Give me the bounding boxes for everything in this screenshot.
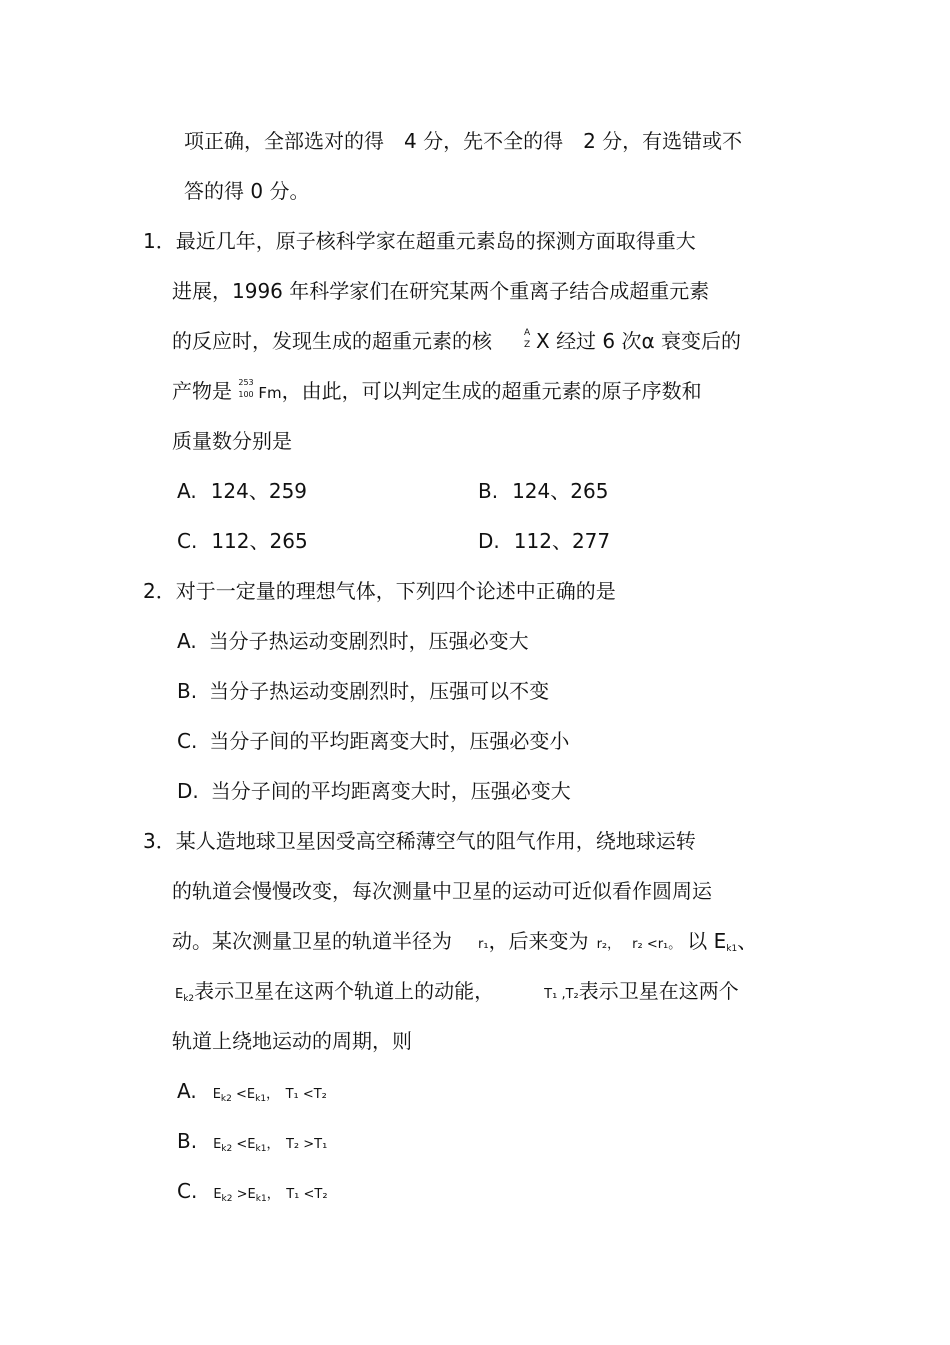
question-text: 某人造地球卫星因受高空稀薄空气的阻气作用，绕地球运转 (175, 829, 696, 853)
energy-relation: $E_{k2} >E_{k1}$， T₁ <T₂ (213, 1187, 328, 1204)
intro-line-2: 答的得 0 分。 (184, 179, 310, 203)
option-c (177, 728, 569, 754)
fermium-notation: 253 100 (238, 378, 254, 399)
question-1-line-3 (172, 328, 741, 354)
option-text: 当分子间的平均距离变大时，压强必变大 (210, 779, 571, 803)
nucleus-symbol: X (536, 329, 550, 353)
text: 产物是 (172, 379, 232, 403)
intro-line-1: 项正确，全部选对的得 4 分，先不全的得 2 分，有选错或不 (184, 129, 743, 153)
text: 表示卫星在这两个轨道上的动能， (194, 979, 495, 1003)
text: 表示卫星在这两个 (578, 979, 739, 1003)
option-a (177, 1078, 327, 1112)
option-label: B. (177, 679, 198, 703)
option-text: 当分子热运动变剧烈时，压强可以不变 (209, 679, 550, 703)
option-a (177, 628, 529, 654)
option-text: 112、265 (211, 529, 308, 553)
option-text: 112、277 (513, 529, 611, 553)
option-d (177, 778, 571, 804)
text: 动。某次测量卫星的轨道半径为 (172, 929, 452, 953)
text: ，由此，可以判定生成的超重元素的原子序数和 (281, 379, 702, 403)
fermium-symbol: Fm (258, 384, 282, 402)
option-label: A. (177, 629, 197, 653)
option-label: C. (177, 529, 198, 553)
question-1-line-5: 质量数分别是 (172, 429, 292, 453)
radius-relation: r₂ <r₁。 (632, 937, 682, 952)
option-text: 当分子热运动变剧烈时，压强必变大 (208, 629, 529, 653)
question-3 (143, 828, 696, 854)
question-2 (143, 578, 616, 604)
option-label: B. (177, 1129, 198, 1153)
question-text: 对于一定量的理想气体，下列四个论述中正确的是 (175, 579, 616, 603)
text: 、 (737, 929, 758, 953)
option-label: D. (177, 779, 199, 803)
energy-relation: $E_{k2} <E_{k1}$， T₁ <T₂ (212, 1087, 327, 1104)
question-1-line-2: 进展，1996 年科学家们在研究某两个重离子结合成超重元素 (172, 279, 710, 303)
question-1 (143, 228, 696, 254)
option-label: B. (478, 479, 499, 503)
option-label: A. (177, 1079, 197, 1103)
option-label: D. (478, 529, 500, 553)
question-3-line-4 (175, 978, 739, 1012)
question-number: 1． (143, 229, 176, 253)
text: 经过 6 次α 衰变后的 (556, 329, 742, 353)
option-label: C. (177, 729, 198, 753)
option-b (478, 478, 608, 504)
question-3-line-3 (172, 928, 757, 962)
option-text: 124、265 (512, 479, 609, 503)
nucleus-notation: A Z (524, 328, 531, 350)
question-3-line-2: 的轨道会慢慢改变，每次测量中卫星的运动可近似看作圆周运 (172, 879, 712, 903)
option-text: 当分子间的平均距离变大时，压强必变小 (209, 729, 570, 753)
ek2-symbol: E (175, 987, 184, 1002)
r2-symbol: r₂， (596, 937, 621, 952)
text: 以 E (687, 929, 727, 953)
question-number: 3． (143, 829, 176, 853)
option-d (478, 528, 610, 554)
subscript: k1 (726, 944, 738, 954)
option-label: C. (177, 1179, 198, 1203)
question-1-line-4 (172, 378, 702, 406)
question-text: 最近几年，原子核科学家在超重元素岛的探测方面取得重大 (175, 229, 696, 253)
option-b (177, 678, 549, 704)
text: 的反应时，发现生成的超重元素的核 (172, 329, 492, 353)
question-number: 2． (143, 579, 176, 603)
subscript: k2 (183, 994, 195, 1004)
r1-symbol: r₁ (478, 937, 489, 952)
option-c (177, 528, 308, 554)
option-label: A. (177, 479, 197, 503)
question-3-line-5: 轨道上绕地运动的周期，则 (172, 1029, 412, 1053)
option-c (177, 1178, 328, 1212)
option-text: 124、259 (210, 479, 308, 503)
text: ，后来变为 (488, 929, 589, 953)
period-symbols: T₁ ,T₂ (544, 987, 579, 1002)
option-a (177, 478, 307, 504)
energy-relation: $E_{k2} <E_{k1}$， T₂ >T₁ (213, 1137, 328, 1154)
option-b (177, 1128, 327, 1162)
